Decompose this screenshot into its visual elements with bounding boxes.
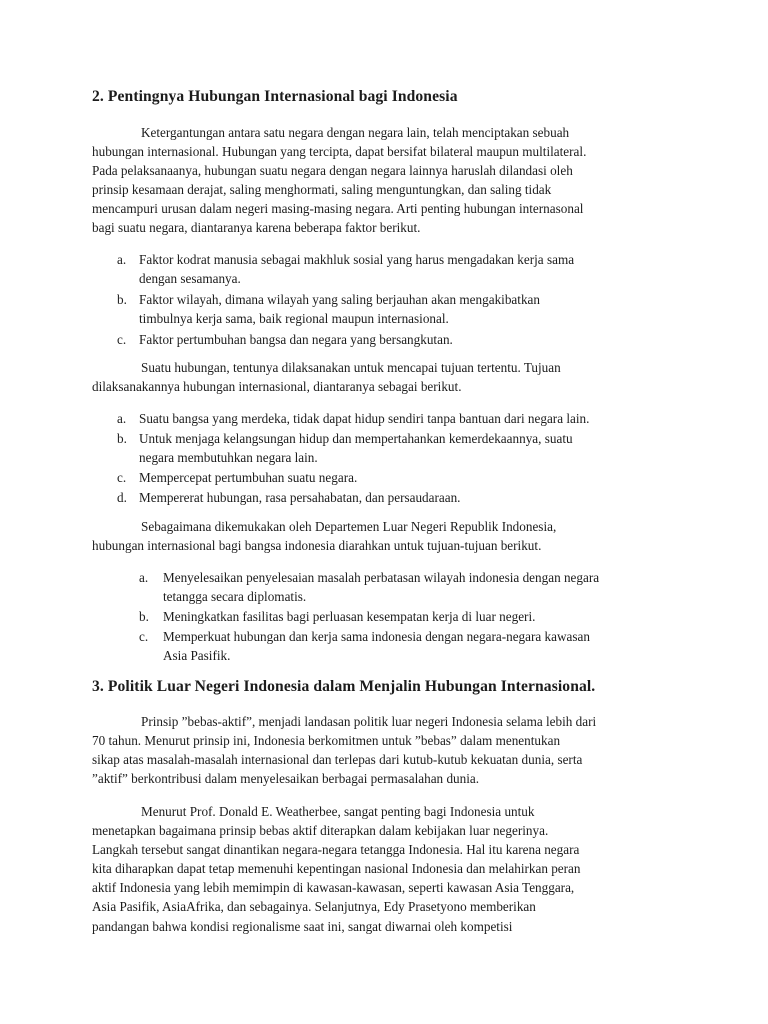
paragraph-line: hubungan internasional. Hubungan yang tercipta, dapat bersifat bilateral maupun multilateral. [92,144,587,160]
list-item-line: dengan sesamanya. [139,271,241,287]
list-item [117,290,574,328]
list-marker: a. [117,411,127,426]
deplu-intro-paragraph [92,517,684,555]
list-item [117,468,589,487]
list-item [139,627,599,665]
section-2-intro-paragraph [92,123,684,238]
goals-intro-paragraph [92,358,684,396]
paragraph-line: pandangan bahwa kondisi regionalisme saat ini, sangat diwarnai oleh kompetisi [92,918,513,934]
list-item-line: Suatu bangsa yang merdeka, tidak dapat hidup sendiri tanpa bantuan dari negara lain. [139,411,590,426]
weatherbee-paragraph [92,802,684,936]
paragraph-line: Prinsip ”bebas-aktif”, menjadi landasan politik luar negeri Indonesia selama lebih dari [141,714,597,729]
list-marker: b. [117,292,127,308]
list-marker: d. [117,490,127,506]
list-item-line: negara membutuhkan negara lain. [139,450,318,466]
paragraph-line: aktif Indonesia yang lebih memimpin di kawasan-kawasan, seperti kawasan Asia Tenggara, [92,880,575,896]
paragraph-line: hubungan internasional bagi bangsa indonesia diarahkan untuk tujuan-tujuan berikut. [92,538,542,554]
list-marker: a. [117,252,127,267]
list-item-line: Faktor pertumbuhan bangsa dan negara yang bersangkutan. [139,332,453,348]
paragraph-line: bagi suatu negara, diantaranya karena beberapa faktor berikut. [92,220,421,236]
paragraph-line: kita diharapkan dapat tetap memenuhi kepentingan nasional Indonesia dan melahirkan peran [92,861,581,877]
list-marker: c. [139,629,149,645]
list-item [117,250,574,288]
deplu-goals-list [139,568,599,665]
list-item-line: Memperkuat hubungan dan kerja sama indonesia dengan negara-negara kawasan [163,629,590,645]
paragraph-line: mencampuri urusan dalam negeri masing-masing negara. Arti penting hubungan internasonal [92,201,584,217]
list-item-line: Meningkatkan fasilitas bagi perluasan kesempatan kerja di luar negeri. [163,609,536,625]
list-item-line: Mempererat hubungan, rasa persahabatan, dan persaudaraan. [139,490,461,506]
paragraph-line: prinsip kesamaan derajat, saling menghormati, saling menguntungkan, dan saling tidak [92,182,552,198]
list-item-line: Faktor kodrat manusia sebagai makhluk sosial yang harus mengadakan kerja sama [139,252,575,267]
list-item-line: Menyelesaikan penyelesaian masalah perbatasan wilayah indonesia dengan negara [163,570,600,585]
paragraph-line: Suatu hubungan, tentunya dilaksanakan untuk mencapai tujuan tertentu. Tujuan [141,360,561,375]
paragraph-line: Langkah tersebut sangat dinantikan negara-negara tetangga Indonesia. Hal itu karena negara [92,842,580,858]
paragraph-line: Ketergantungan antara satu negara dengan negara lain, telah menciptakan sebuah [141,125,570,140]
paragraph-line: Sebagaimana dikemukakan oleh Departemen Luar Negeri Republik Indonesia, [141,519,557,534]
section-3-heading: 3. Politik Luar Negeri Indonesia dalam Menjalin Hubungan Internasional. [92,678,596,695]
list-item [117,409,589,428]
list-item-line: Faktor wilayah, dimana wilayah yang saling berjauhan akan mengakibatkan [139,292,540,308]
list-marker: c. [117,332,127,348]
paragraph-line: ”aktif” berkontribusi dalam menyelesaikan berbagai permasalahan dunia. [92,771,480,787]
paragraph-line: Menurut Prof. Donald E. Weatherbee, sangat penting bagi Indonesia untuk [141,804,535,819]
list-item-line: tetangga secara diplomatis. [163,589,307,605]
goals-list [117,409,589,507]
list-item-line: timbulnya kerja sama, baik regional maupun internasional. [139,311,449,327]
list-item-line: Mempercepat pertumbuhan suatu negara. [139,470,358,486]
list-item-line: Asia Pasifik. [163,648,231,664]
list-item-line: Untuk menjaga kelangsungan hidup dan mempertahankan kemerdekaannya, suatu [139,431,573,447]
list-marker: b. [117,431,127,447]
paragraph-line: menetapkan bagaimana prinsip bebas aktif diterapkan dalam kebijakan luar negerinya. [92,823,549,839]
paragraph-line: dilaksanakannya hubungan internasional, diantaranya sebagai berikut. [92,379,462,395]
list-marker: b. [139,609,149,625]
list-item [117,330,574,349]
list-marker: a. [139,570,149,585]
bebas-aktif-paragraph [92,712,684,788]
factors-list [117,250,574,349]
paragraph-line: sikap atas masalah-masalah internasional dan terlepas dari kutub-kutub kekuatan dunia, serta [92,752,583,768]
list-item [139,568,599,606]
paragraph-line: 70 tahun. Menurut prinsip ini, Indonesia berkomitmen untuk ”bebas” dalam menentukan [92,733,561,749]
list-item [117,488,589,507]
list-item [117,429,589,467]
paragraph-line: Pada pelaksanaanya, hubungan suatu negara dengan negara lainnya haruslah dilandasi oleh [92,163,573,179]
paragraph-line: Asia Pasifik, AsiaAfrika, dan sebagainya. Selanjutnya, Edy Prasetyono memberikan [92,899,536,915]
list-item [139,607,599,626]
list-marker: c. [117,470,127,486]
section-2-heading: 2. Pentingnya Hubungan Internasional bagi Indonesia [92,88,458,105]
